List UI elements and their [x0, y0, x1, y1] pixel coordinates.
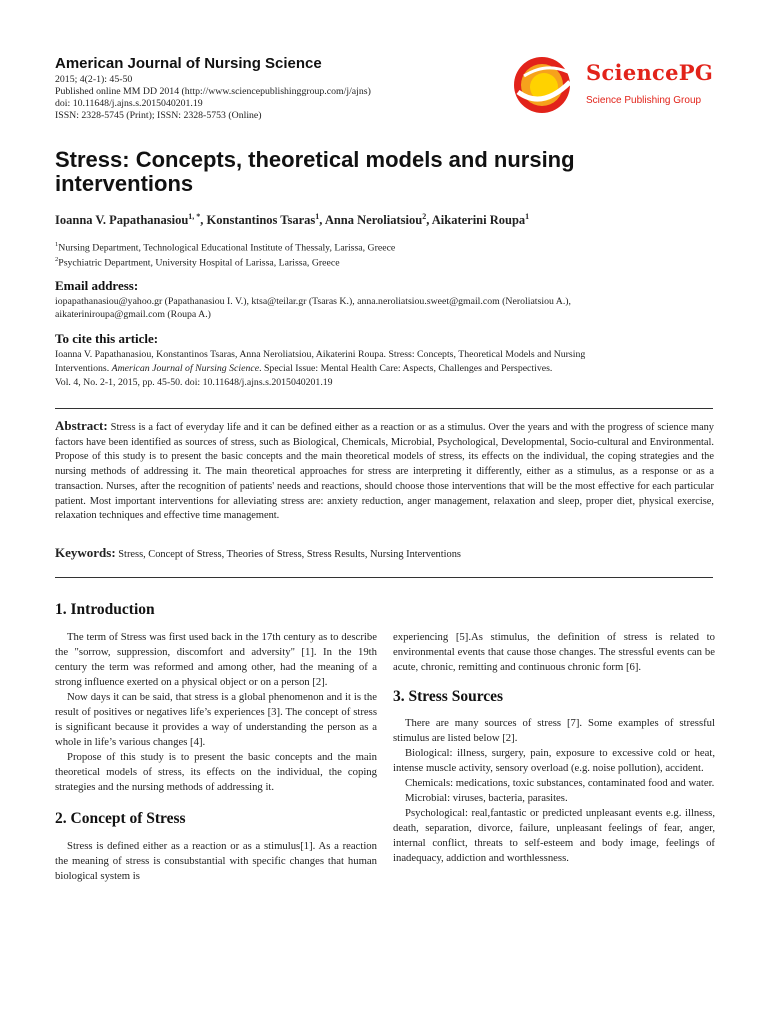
- citation-text: . Special Issue: Mental Health Care: Aspects, Challenges and Perspectives.: [259, 363, 553, 374]
- cite-label: To cite this article:: [55, 331, 159, 346]
- author-affiliation-mark: 1: [315, 212, 320, 221]
- affiliation-mark: 1: [55, 241, 59, 248]
- email-label: Email address:: [55, 278, 139, 293]
- divider: [55, 408, 713, 409]
- affiliation-mark: 2: [55, 256, 59, 263]
- author-name: Anna Neroliatsiou: [324, 213, 423, 228]
- email-line: iopapathanasiou@yahoo.gr (Papathanasiou I. V.), ktsa@teilar.gr (Tsaras K.), anna.neroliatsiou.sweet@gmail.com (Neroliatsiou A.),: [55, 296, 572, 307]
- citation-line: Vol. 4, No. 2-1, 2015, pp. 45-50. doi: 10.11648/j.ajns.s.2015040201.19: [55, 377, 333, 388]
- issn: ISSN: 2328-5745 (Print); ISSN: 2328-5753 (Online): [55, 110, 262, 121]
- paragraph: experiencing [5].As stimulus, the definition of stress is related to environmental events that cause those changes. The stressful events can be acute, chronic, remitting and continuous chronic form [6].: [393, 631, 715, 673]
- journal-name: American Journal of Nursing Science: [55, 55, 322, 72]
- abstract-text: Stress is a fact of everyday life and it can be defined either as a reaction or as a stimulus. Over the years and with the progress of science many factors have been identified as sources of stress, such as Biological, Chemicals, Microbial, Psychological, Developmental, Socio-cultural and Environmental. Propose of this study is to present the basic concepts and the main theoretical models of stress, its effects on the individual, the coping strategies and the nursing methods of addressing it. The main theoretical approaches for stress are interpreting it differently, either as a stimulus, as a response or as a transaction. Nurses, after the recognition of patients' needs and reactions, should choose those interventions that will be the most effective for each particular patient. Most important interventions for alleviating stress are: anxiety reduction, anger management, relaxation and sleep, proper diet, physical exercise, relaxation techniques and effective time management.: [55, 422, 714, 522]
- author-name: Ioanna V. Papathanasiou: [55, 213, 189, 228]
- author-name: Aikaterini Roupa: [431, 213, 526, 228]
- section-heading: 1. Introduction: [55, 601, 155, 618]
- article-title: Stress: Concepts, theoretical models and nursing interventions: [55, 147, 575, 196]
- paragraph: The term of Stress was first used back in the 17th century as to describe the "sorrow, suppression, discomfort and adversity" [1]. In the 19th century the term was reformed and among other, had the meaning of a strong influence exerted on a physical object or on a person [2].: [55, 631, 377, 688]
- logo-wordmark: SciencePG: [586, 60, 714, 85]
- left-column: [55, 600, 377, 884]
- section-heading: 2. Concept of Stress: [55, 810, 186, 827]
- paragraph: Now days it can be said, that stress is a global phenomenon and it is the result of positives or negatives life’s experiences [3]. The concept of stress is significant because it provides a way of understanding the person as a whole in life’s various changes [4].: [55, 691, 377, 748]
- section-heading: 3. Stress Sources: [393, 688, 504, 705]
- author-affiliation-mark: 2: [422, 212, 427, 221]
- paragraph: Chemicals: medications, toxic substances, contaminated food and water.: [405, 777, 715, 789]
- paragraph: Microbial: viruses, bacteria, parasites.: [405, 792, 568, 804]
- author-list: Ioanna V. Papathanasiou$^{1, *}$, Konstantinos Tsaras$^1$, Anna Neroliatsiou$^2$, Aikaterini Roupa$^1$: [55, 212, 530, 228]
- abstract: [55, 419, 714, 524]
- paragraph: Propose of this study is to present the basic concepts and the main theoretical models of stress, its effects on the individual, the coping strategies and the nursing methods of addressing it.: [55, 751, 377, 793]
- citation-journal: American Journal of Nursing Science: [111, 363, 260, 374]
- paragraph: Stress is defined either as a reaction or as a stimulus[1]. As a reaction the meaning of stress is consubstantial with specific changes that human biological system is: [55, 840, 377, 882]
- issue-info: 2015; 4(2-1): 45-50: [55, 74, 133, 85]
- keywords-label: Keywords:: [55, 545, 116, 560]
- citation-line: [55, 362, 552, 375]
- abstract-label: Abstract:: [55, 418, 108, 433]
- affiliation-text: Psychiatric Department, University Hospital of Larissa, Larissa, Greece: [58, 257, 340, 269]
- published-online: Published online MM DD 2014 (http://www.sciencepublishinggroup.com/j/ajns): [55, 86, 371, 97]
- citation-text: Interventions.: [55, 363, 112, 374]
- paragraph: Biological: illness, surgery, pain, exposure to excessive cold or heat, intense muscle activity, sensory overload (e.g. noise pollution), accident.: [393, 747, 715, 774]
- affiliation-text: Nursing Department, Technological Educational Institute of Thessaly, Larissa, Greece: [58, 242, 396, 254]
- paragraph: There are many sources of stress [7]. Some examples of stressful stimulus are listed below [2].: [393, 717, 715, 744]
- author-affiliation-mark: 1: [525, 212, 530, 221]
- doi: doi: 10.11648/j.ajns.s.2015040201.19: [55, 98, 203, 109]
- right-column: [393, 630, 715, 866]
- paragraph: Psychological: real,fantastic or predicted unpleasant events e.g. illness, death, separation, divorce, failure, unpleasant feelings of fear, anger, internal conflict, threats to self-esteem and body image, feelings of inadequacy, addiction and worthlessness.: [393, 807, 715, 864]
- author-name: Konstantinos Tsaras: [206, 213, 316, 228]
- citation-line: Ioanna V. Papathanasiou, Konstantinos Tsaras, Anna Neroliatsiou, Aikaterini Roupa. Stress: Concepts, Theoretical Models and Nursing: [55, 349, 586, 360]
- logo-subtitle: Science Publishing Group: [586, 95, 702, 106]
- affiliation-2: [55, 256, 340, 268]
- keywords-text: Stress, Concept of Stress, Theories of Stress, Stress Results, Nursing Interventions: [118, 549, 461, 560]
- author-affiliation-mark: 1, *: [188, 212, 201, 221]
- email-line: aikaterinir​oupa@gmail.com (Roupa A.): [55, 309, 211, 320]
- divider: [55, 577, 713, 578]
- affiliation-1: [55, 241, 395, 253]
- keywords: [55, 545, 461, 561]
